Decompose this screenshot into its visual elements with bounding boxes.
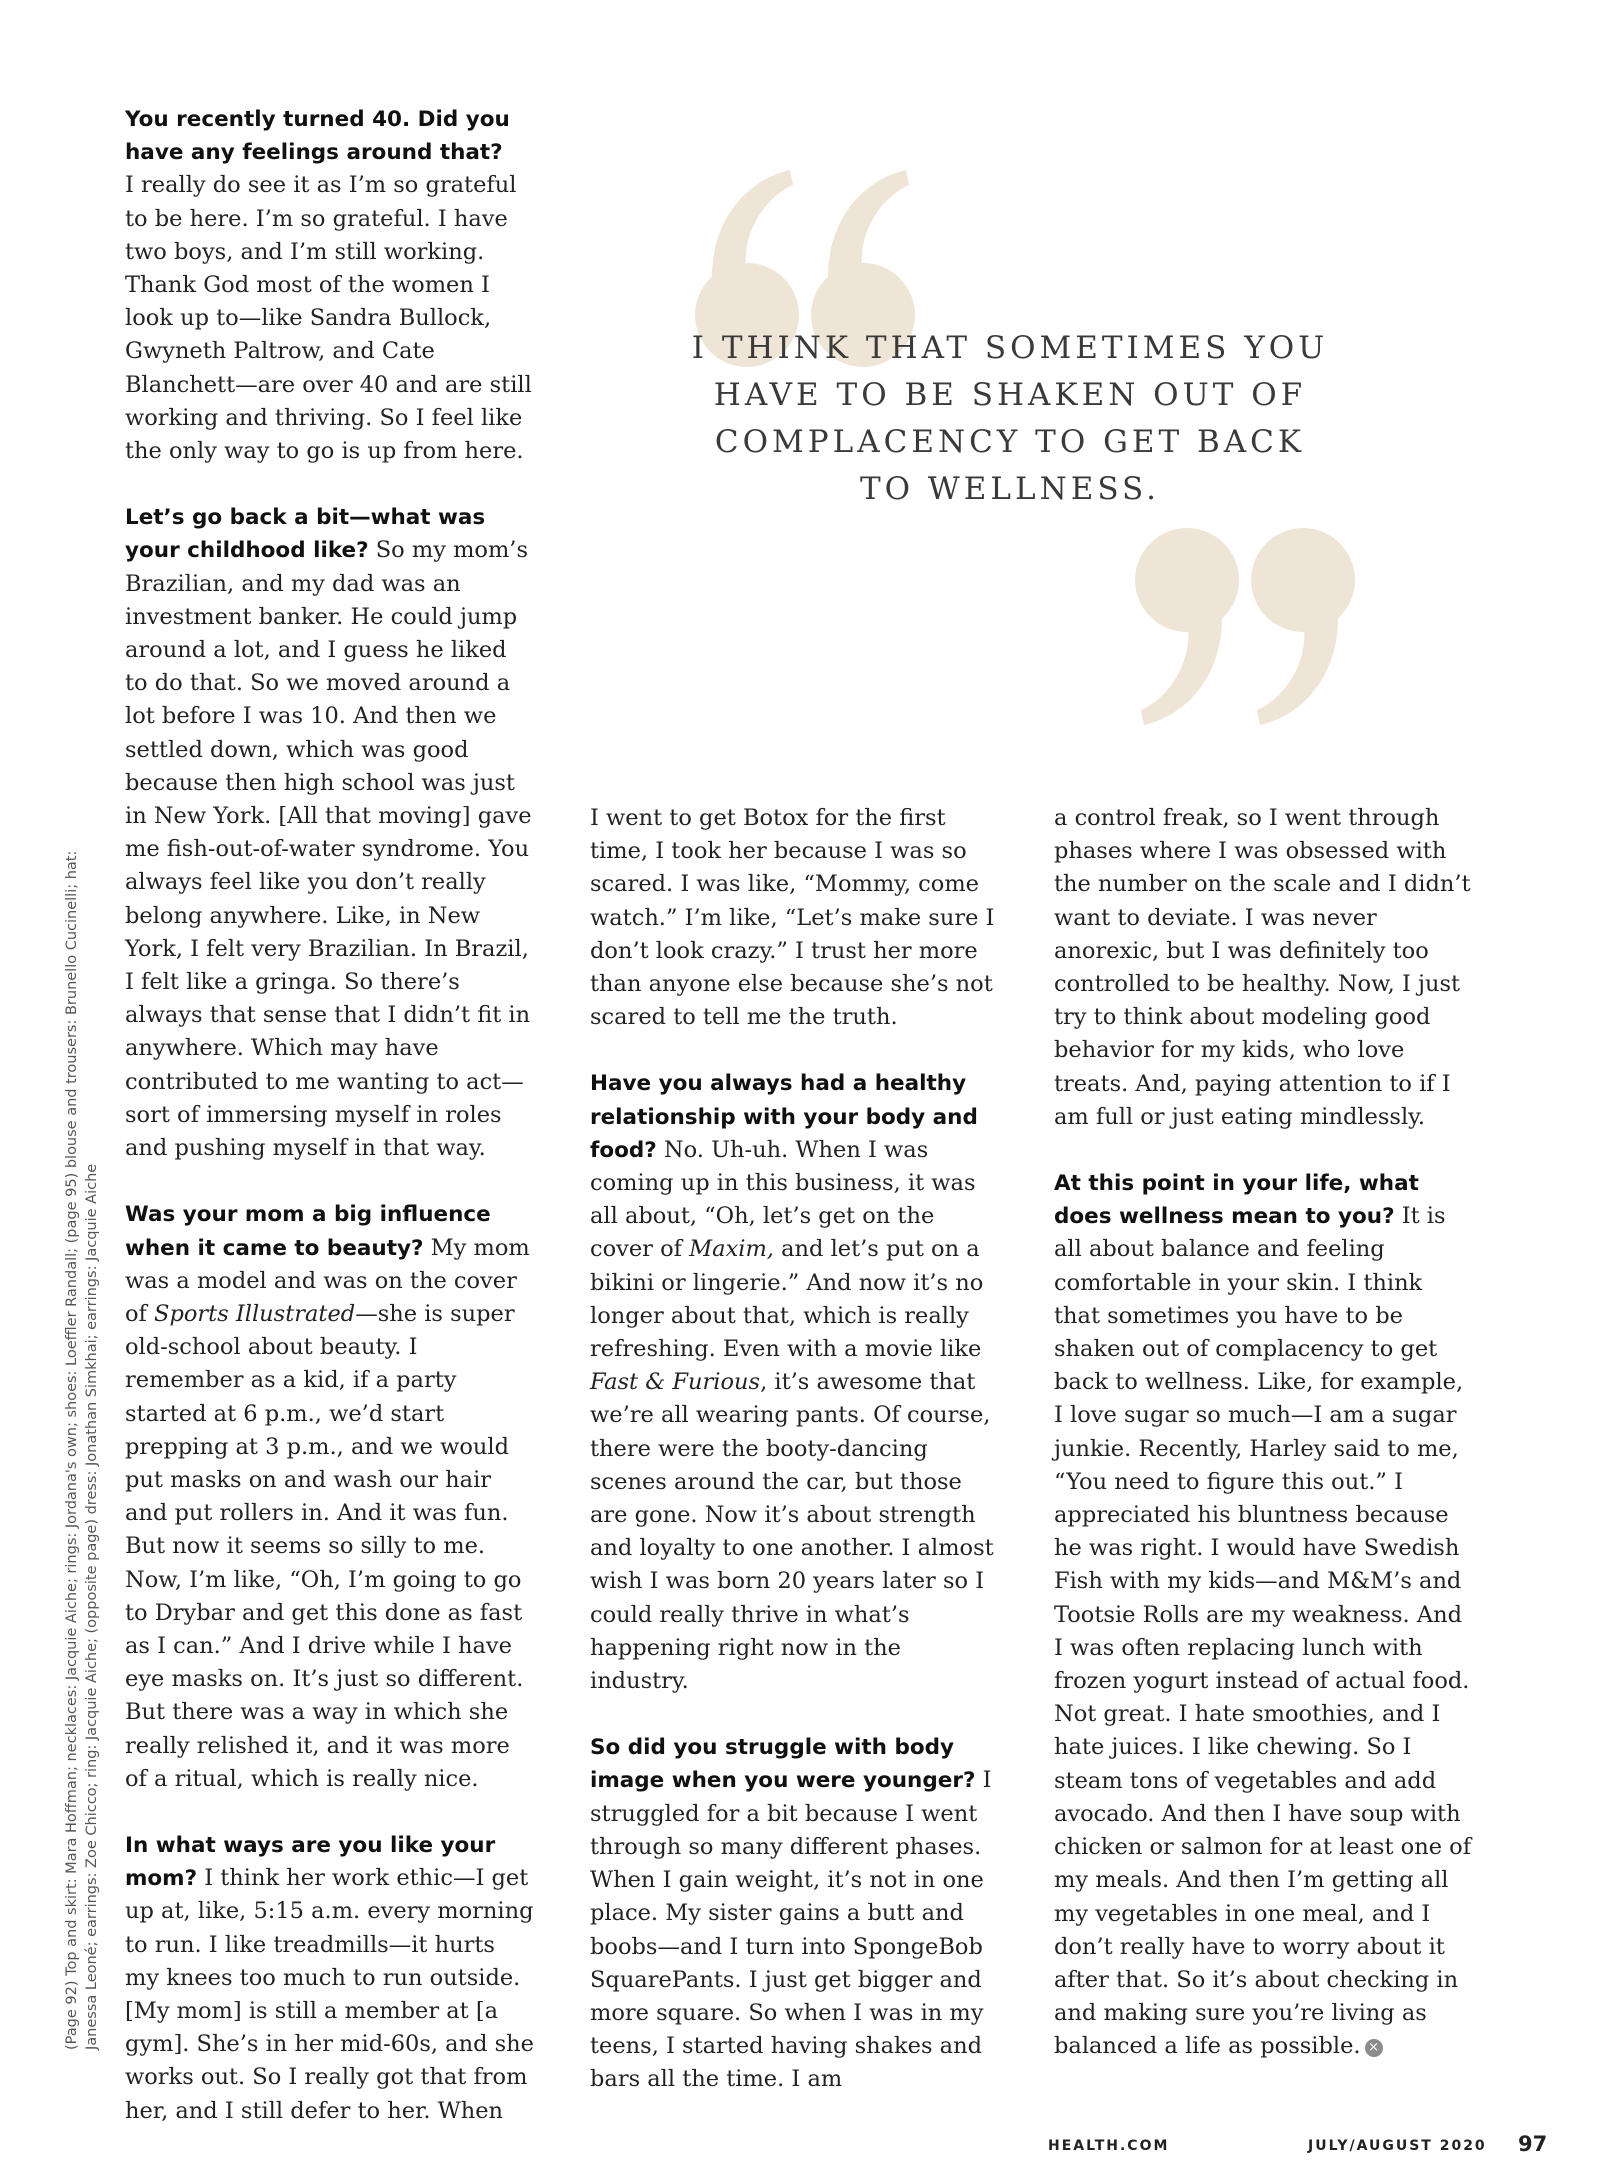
answer-cont: and let’s put on a bikini or lingerie.” And now it’s no longer about that, which is really refreshing. Even with a movie like (590, 1236, 984, 1363)
question: You recently turned 40. Did you have any feelings around that? (125, 107, 510, 166)
question: At this point in your life, what does wellness mean to you? (1054, 1171, 1419, 1230)
answer: I really do see it as I’m so grateful to be here. I’m so grateful. I have two boys, and I’m still working. Thank God most of the women I look up to—like Sandra Bullock, Gwyneth Paltrow, and Cate Blanchett—are over 40 and are still working and thriving. So I feel like the only way to go is up from here. (125, 172, 532, 465)
qa-turned-40 (125, 103, 535, 468)
column-2 (590, 802, 1000, 2130)
question: Have you always had a healthy relationship with your body and food? (590, 1071, 978, 1163)
question: Let’s go back a bit—what was your childhood like? (125, 505, 486, 564)
question: In what ways are you like your mom? (125, 1832, 496, 1892)
question: So did you struggle with body image when you were younger? (590, 1735, 976, 1794)
qa-childhood (125, 501, 535, 1165)
footer-website: HEALTH.COM (1048, 2138, 1170, 2154)
page-number: 97 (1518, 2132, 1548, 2156)
qa-body-food (590, 1067, 1000, 1698)
answer-continued: a control freak, so I went through phases where I was obsessed with the number on the scale and I didn’t want to deviate. I was never anorexic, but I was definitely too controlled to be healthy. Now, I just try to think about modeling good behavior for my kids, who love treats. And, paying attention to if I am full or just eating mindlessly. (1054, 805, 1471, 1130)
answer: I think her work ethic—I get up at, like, 5:15 a.m. every morning to run. I like treadmills—it hurts my knees too much to run outside. [My mom] is still a member at [a gym]. She’s in her mid-60s, and she works out. So I really got that from her, and I still defer to her. When (125, 1865, 534, 2124)
answer: So my mom’s Brazilian, and my dad was an investment banker. He could jump around a lot, and I guess he liked to do that. So we moved around a lot before I was 10. And then we settled down, which was good because then high school was just in New York. [All that moving] gave me fish-out-of-water syndrome. You always feel like you don’t really belong anywhere. Like, in New York, I felt very Brazilian. In Brazil, I felt like a gringa. So there’s always that sense that I didn’t fit in anywhere. Which may have contributed to me wanting to act—sort of immersing myself in roles and pushing myself in that way. (125, 537, 532, 1162)
column-3 (1054, 802, 1472, 2097)
column-1 (125, 103, 535, 2161)
end-mark-icon: × (1365, 2039, 1383, 2057)
qa-body-image (590, 1731, 1000, 2096)
photo-credit: (Page 92) Top and skirt: Mara Hoffman; necklaces: Jacquie Aiche; rings: Jordana's own; shoes: Loeffler Randall; (page 95) blouse and trousers: Brunello Cucinelli; hat: Janessa Leoné; earrings: Zoe Chicco; ring: Jacquie Aiche; (opposite page) dress: Jonathan Simkhai; earrings: Jacquie Aiche (64, 850, 100, 2050)
movie-title: Fast & Furious (590, 1369, 761, 1396)
answer-cont: —she is super old-school about beauty. I remember as a kid, if a party started at 6 p.m., we’d start prepping at 3 p.m., and we would put masks on and wash our hair and put rollers in. And it was fun. But now it seems so silly to me. Now, I’m like, “Oh, I’m going to go to Drybar and get this done as fast as I can.” And I drive while I have eye masks on. It’s just so different. But there was a way in which she really relished it, and it was more of a ritual, which is really nice. (125, 1300, 524, 1792)
magazine-title: Maxim, (689, 1236, 774, 1263)
footer-issue-date: JULY/AUGUST 2020 (1308, 2138, 1487, 2154)
qa-wellness (1054, 1167, 1472, 2063)
answer: No. Uh-uh. When I was coming up in this business, it was all about, “Oh, let’s get on the cover of (590, 1136, 976, 1263)
answer: It is all about balance and feeling comfortable in your skin. I think that sometimes you have to be shaken out of complacency to get back to wellness. Like, for example, I love sugar so much—I am a sugar junkie. Recently, Harley said to me, “You need to figure this out.” I appreciated his bluntness because he was right. I would have Swedish Fish with my kids—and M&M’s and Tootsie Rolls are my weakness. And I was often replacing lunch with frozen yogurt instead of actual food. Not great. I hate smoothies, and I hate juices. I like chewing. So I steam tons of vegetables and add avocado. And then I have soup with chicken or salmon for at least one of my meals. And then I’m getting all my vegetables in one meal, and I don’t really have to worry about it after that. So it’s about checking in and making sure you’re living as balanced a life as possible. (1054, 1203, 1472, 2060)
answer: I struggled for a bit because I went through so many different phases. When I gain weight, it’s not in one place. My sister gains a butt and boobs—and I turn into SpongeBob SquarePants. I just get bigger and more square. So when I was in my teens, I started having shakes and bars all the time. I am (590, 1767, 992, 2093)
qa-like-mom (125, 1829, 535, 2128)
qa-mom-influence (125, 1198, 535, 1796)
magazine-title: Sports Illustrated (154, 1300, 356, 1327)
answer: My mom was a model and was on the cover of (125, 1234, 530, 1327)
answer-continued: I went to get Botox for the first time, I took her because I was so scared. I was like, “Mommy, come watch.” I’m like, “Let’s make sure I don’t look crazy.” I trust her more than anyone else because she’s not scared to tell me the truth. (590, 805, 995, 1031)
question: Was your mom a big influence when it came to beauty? (125, 1202, 491, 1261)
close-quote-mark-icon (1115, 520, 1365, 730)
pull-quote: I THINK THAT SOMETIMES YOU HAVE TO BE SHAKEN OUT OF COMPLACENCY TO GET BACK TO WELLNESS. (691, 330, 1329, 507)
answer-cont: , it’s awesome that we’re all wearing pants. Of course, there were the booty-dancing scenes around the car, but those are gone. Now it’s about strength and loyalty to one another. I almost wish I was born 20 years later so I could really thrive in what’s happening right now in the industry. (590, 1369, 994, 1695)
